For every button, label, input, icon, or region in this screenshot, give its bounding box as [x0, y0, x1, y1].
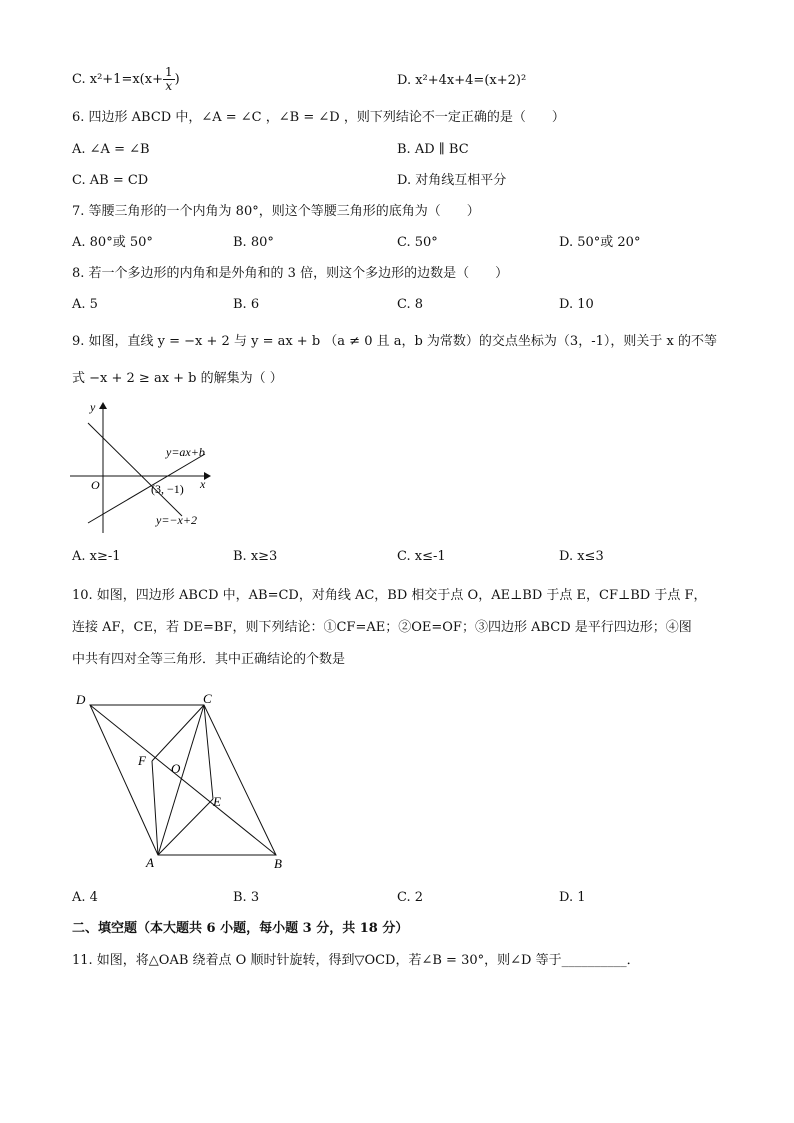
q8-option-d: D. 10 [559, 297, 594, 312]
q6-option-b: B. AD ∥ BC [397, 142, 469, 157]
q9-label-y: y [90, 400, 96, 414]
q5-option-c [72, 66, 180, 94]
q9-option-d: D. x≤3 [559, 549, 604, 564]
q10-label-e: E [213, 794, 221, 809]
q10-label-c: C [203, 691, 212, 706]
section2-title: 二、填空题（本大题共 6 小题，每小题 3 分，共 18 分） [72, 921, 409, 936]
q8-option-b: B. 6 [233, 297, 260, 312]
q6-option-d: D. 对角线互相平分 [397, 173, 507, 188]
q9-option-b: B. x≥3 [233, 549, 278, 564]
q10-segment-cf [152, 705, 204, 761]
q5-option-d: D. x²+4x+4=(x+2)² [397, 73, 527, 88]
q5-option-c-fraction [163, 66, 175, 93]
q5-fraction-numerator: 1 [164, 65, 173, 79]
q9-option-c: C. x≤-1 [397, 549, 446, 564]
q7-option-c: C. 50° [397, 235, 438, 250]
q10-stem-line1: 10. 如图，四边形 ABCD 中，AB=CD，对角线 AC，BD 相交于点 O，AE⊥BD 于点 E，CF⊥BD 于点 F， [72, 588, 707, 603]
q10-option-b: B. 3 [233, 890, 260, 905]
q8-option-c: C. 8 [397, 297, 424, 312]
q10-label-d: D [76, 692, 86, 707]
q10-stem-line3: 中共有四对全等三角形．其中正确结论的个数是 [72, 652, 346, 667]
q6-option-a: A. ∠A = ∠B [72, 142, 150, 157]
q10-label-b: B [274, 856, 282, 871]
q9-stem-line1: 9. 如图，直线 y = −x + 2 与 y = ax + b （a ≠ 0 且 a，b 为常数）的交点坐标为（3，-1），则关于 x 的不等 [72, 334, 717, 349]
q9-label-origin: O [91, 478, 100, 492]
q10-label-o: O [171, 761, 181, 776]
q9-stem-line2: 式 −x + 2 ≥ ax + b 的解集为（ ） [72, 371, 283, 386]
q7-option-d: D. 50°或 20° [559, 235, 641, 250]
q5-option-c-pre: C. x²+1=x(x+ [72, 72, 163, 87]
q6-stem: 6. 四边形 ABCD 中，∠A = ∠C ，∠B = ∠D ，则下列结论不一定正确的是（ ） [72, 110, 565, 125]
q9-line-neg-x-plus-2 [88, 423, 182, 516]
q8-stem: 8. 若一个多边形的内角和是外角和的 3 倍，则这个多边形的边数是（ ） [72, 266, 509, 281]
q11-stem: 11. 如图，将△OAB 绕着点 O 顺时针旋转，得到▽OCD，若∠B = 30°，则∠D 等于 [72, 953, 562, 968]
q10-diagonal-ac [158, 705, 204, 855]
q10-stem-line2: 连接 AF，CE，若 DE=BF，则下列结论：①CF=AE；②OE=OF；③四边形 ABCD 是平行四边形；④图 [72, 620, 692, 635]
q9-option-a: A. x≥-1 [72, 549, 121, 564]
q7-option-b: B. 80° [233, 235, 274, 250]
q10-label-f: F [138, 753, 146, 768]
q7-stem: 7. 等腰三角形的一个内角为 80°，则这个等腰三角形的底角为（ ） [72, 204, 480, 219]
q5-fraction-denominator: x [165, 79, 173, 93]
q10-segment-af [152, 761, 158, 855]
q9-label-line2: y=−x+2 [156, 513, 197, 527]
q9-label-point: (3, −1) [151, 482, 184, 496]
q11-line [72, 952, 640, 970]
q9-figure [70, 398, 230, 538]
q11-end: ． [626, 953, 640, 968]
q10-label-a: A [146, 855, 154, 870]
q10-option-c: C. 2 [397, 890, 424, 905]
q10-option-a: A. 4 [72, 890, 98, 905]
q9-label-line1: y=ax+b [166, 445, 205, 459]
q6-option-c: C. AB = CD [72, 173, 149, 188]
q7-option-a: A. 80°或 50° [72, 235, 153, 250]
q10-figure [70, 688, 300, 878]
q8-option-a: A. 5 [72, 297, 98, 312]
q10-segment-ce [204, 705, 213, 799]
q5-option-c-post: ) [174, 72, 180, 87]
q11-answer-blank: __________ [561, 953, 627, 968]
q10-option-d: D. 1 [559, 890, 586, 905]
q9-label-x: x [200, 477, 206, 491]
